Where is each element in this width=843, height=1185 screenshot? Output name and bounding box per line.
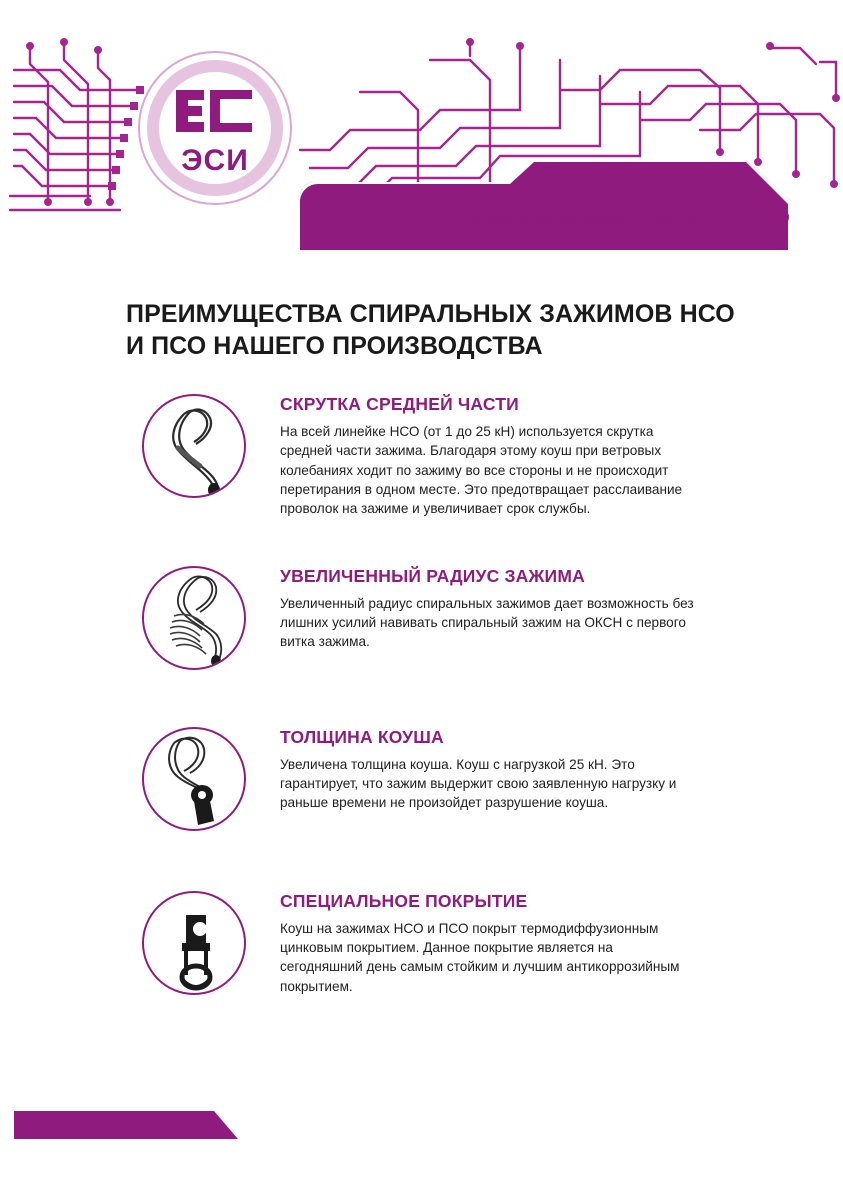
- benefit-text-block: [280, 566, 695, 652]
- spiral-clamp-icon: [142, 566, 246, 670]
- benefit-icon-container: [142, 727, 250, 835]
- coated-thimble-icon: [142, 891, 246, 995]
- esi-logo-mark: [170, 82, 262, 140]
- benefit-item: [0, 727, 843, 835]
- page-footer-graphic: [0, 1095, 843, 1185]
- benefit-icon-container: [142, 566, 250, 674]
- thimble-clamp-icon: [142, 727, 246, 831]
- page-title: ПРЕИМУЩЕСТВА СПИРАЛЬНЫХ ЗАЖИМОВ НСО И ПСО НАШЕГО ПРОИЗВОДСТВА: [126, 300, 735, 360]
- benefits-list: [0, 394, 843, 999]
- benefit-heading: СПЕЦИАЛЬНОЕ ПОКРЫТИЕ: [280, 890, 528, 911]
- benefit-item: [0, 566, 843, 674]
- benefit-item: [0, 394, 843, 519]
- logo-text: ЭСИ: [181, 144, 249, 177]
- benefit-heading: ТОЛЩИНА КОУША: [280, 726, 444, 747]
- page-header: [0, 0, 843, 250]
- header-title: Спиральная арматура НСО и ПСО: [455, 207, 790, 229]
- benefit-body: На всей линейке НСО (от 1 до 25 кН) используется скрутка средней части зажима. Благодаря этому коуш при ветровых колебаниях ходит по зажиму во все стороны и не происходит перетирания в одном месте. Это предотвращает расслаивание проволок на зажиме и увеличивает срок службы.: [280, 424, 683, 517]
- benefit-icon-container: [142, 394, 250, 502]
- benefit-body: Коуш на зажимах НСО и ПСО покрыт термодиффузионным цинковым покрытием. Данное покрытие является на сегодняшний день самым стойким и лучшим антикоррозийным покрытием.: [280, 920, 680, 994]
- twisted-clamp-icon: [142, 394, 246, 498]
- benefit-heading: СКРУТКА СРЕДНЕЙ ЧАСТИ: [280, 394, 519, 414]
- benefit-text-block: [280, 727, 695, 813]
- benefit-text-block: [280, 891, 695, 996]
- benefit-body: Увеличена толщина коуша. Коуш с нагрузкой 25 кН. Это гарантирует, что зажим выдержит свою заявленную нагрузку и раньше времени не произойдет разрушение коуша.: [280, 756, 677, 811]
- benefit-body: Увеличенный радиус спиральных зажимов дает возможность без лишних усилий навивать спиральный зажим на ОКСН с первого витка зажима.: [280, 595, 694, 650]
- benefit-heading: УВЕЛИЧЕННЫЙ РАДИУС ЗАЖИМА: [280, 565, 585, 586]
- benefit-icon-container: [142, 891, 250, 999]
- benefit-item: [0, 891, 843, 999]
- benefit-text-block: [280, 394, 695, 519]
